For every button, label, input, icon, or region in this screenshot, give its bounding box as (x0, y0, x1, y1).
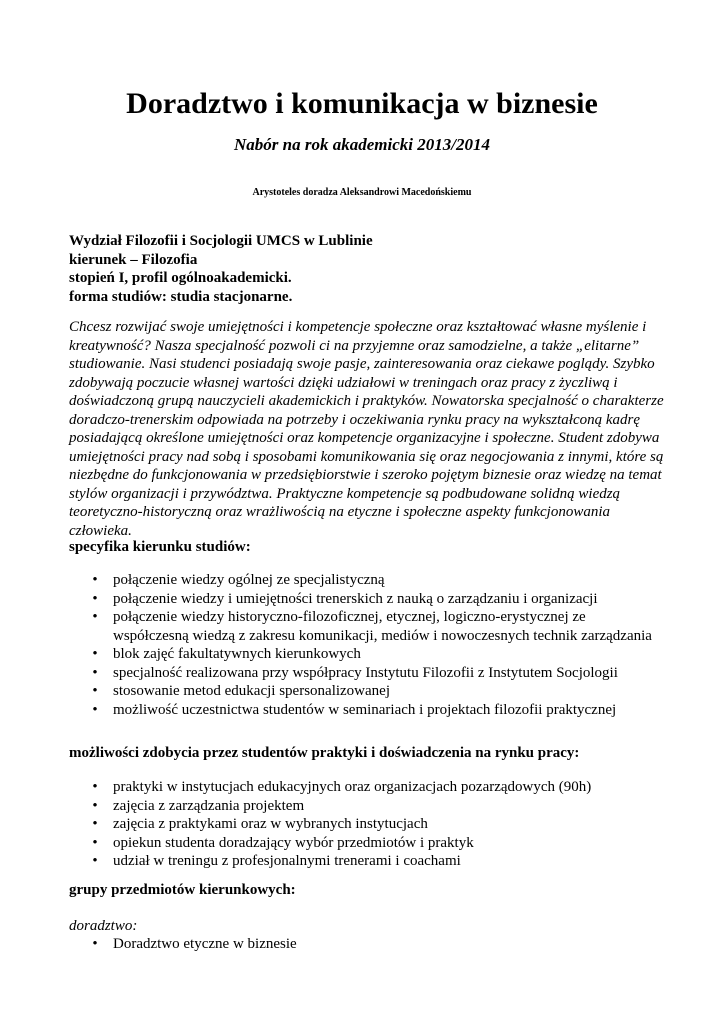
bullet-icon: • (92, 834, 98, 851)
program-info (69, 232, 669, 306)
bullet-icon: • (92, 683, 98, 699)
list-item (69, 701, 665, 720)
specifics-heading: specyfika kierunku studiów: (69, 539, 251, 555)
list-item-text: opiekun studenta doradzający wybór przedmiotów i praktyk (113, 834, 474, 851)
list-item-text: połączenie wiedzy ogólnej ze specjalistyczną (113, 572, 385, 588)
specifics-list (69, 571, 665, 719)
bullet-icon: • (92, 816, 98, 832)
bullet-icon: • (92, 701, 98, 718)
program-info-line: kierunek – Filozofia (69, 251, 198, 268)
list-item (69, 682, 665, 701)
program-info-line: Wydział Filozofii i Socjologii UMCS w Lublinie (69, 233, 373, 249)
image-caption: Arystoteles doradza Aleksandrowi Macedońskiemu (252, 187, 472, 198)
subject-group-label: doradztwo: (69, 918, 138, 934)
list-item (69, 935, 665, 954)
list-item-text: udział w treningu z profesjonalnymi trenerami i coachami (113, 853, 461, 869)
list-item-text: zajęcia z zarządzania projektem (113, 797, 305, 814)
program-info-line: stopień I, profil ogólnoakademicki. (69, 270, 292, 286)
bullet-icon: • (92, 797, 98, 814)
subject-groups-heading: grupy przedmiotów kierunkowych: (69, 882, 296, 898)
list-item-text: połączenie wiedzy i umiejętności trenerskich z nauką o zarządzaniu i organizacji (113, 590, 598, 607)
list-item-text: blok zajęć fakultatywnych kierunkowych (113, 646, 361, 662)
list-item (69, 608, 665, 645)
list-item-text: Doradztwo etyczne w biznesie (113, 936, 297, 952)
intro-paragraph: Chcesz rozwijać swoje umiejętności i kompetencje społeczne oraz kształtować własne myślenie i kreatywność? Nasza specjalność pozwoli ci na przyjemne oraz samodzielne, a także „elitarne” studiowanie. Nasi studenci posiadają swoje pasje, zainteresowania oraz ciekawe poglądy. Szybko zdobywają poczucie własnej wartości dzięki udziałowi w treningach oraz pracy z życzliwą i doświadczoną grupą nauczycieli akademickich i praktyków. Nowatorska specjalność o charakterze doradczo-trenerskim odpowiada na potrzeby i oczekiwania rynku pracy na wykształconą kadrę posiadającą określone umiejętności oraz kompetencje organizacyjne i społeczne. Student zdobywa umiejętności pracy nad sobą i sposobami komunikowania się oraz negocjowania z innymi, które są niezbędne do funkcjonowania w przedsiębiorstwie i szeroko pojętym biznesie oraz wiedzę na temat stylów organizacji i przywództwa. Praktyczne kompetencje są podbudowane solidną wiedzą teoretyczno-historyczną oraz wrażliwością na etyczne i społeczne aspekty funkcjonowania człowieka. (69, 319, 664, 539)
list-item (69, 571, 665, 590)
document-title: Doradztwo i komunikacja w biznesie (126, 87, 598, 120)
bullet-icon: • (92, 853, 98, 869)
document-subtitle: Nabór na rok akademicki 2013/2014 (234, 135, 490, 154)
list-item-text: połączenie wiedzy historyczno-filozoficznej, etycznej, logiczno-erystycznej ze współczesną wiedzą z zakresu komunikacji, mediów i nowoczesnych technik zarządzania (113, 609, 652, 644)
list-item (69, 797, 665, 816)
list-item (69, 664, 665, 683)
list-item-text: specjalność realizowana przy współpracy Instytutu Filozofii z Instytutem Socjologii (113, 664, 618, 681)
list-item (69, 852, 665, 871)
bullet-icon: • (92, 572, 98, 588)
bullet-icon: • (92, 609, 98, 625)
list-item (69, 590, 665, 609)
bullet-icon: • (92, 779, 98, 795)
list-item (69, 778, 665, 797)
program-info-line: forma studiów: studia stacjonarne. (69, 288, 293, 305)
bullet-icon: • (92, 664, 98, 681)
bullet-icon: • (92, 646, 98, 662)
list-item-text: praktyki w instytucjach edukacyjnych oraz organizacjach pozarządowych (90h) (113, 779, 592, 795)
list-item (69, 645, 665, 664)
list-item-text: zajęcia z praktykami oraz w wybranych instytucjach (113, 816, 428, 832)
list-item-text: stosowanie metod edukacji spersonalizowanej (113, 683, 391, 699)
list-item-text: możliwość uczestnictwa studentów w seminariach i projektach filozofii praktycznej (113, 701, 617, 718)
bullet-icon: • (92, 590, 98, 607)
practice-heading: możliwości zdobycia przez studentów praktyki i doświadczenia na rynku pracy: (69, 745, 580, 761)
bullet-icon: • (92, 936, 98, 952)
list-item (69, 815, 665, 834)
practice-list (69, 778, 665, 871)
list-item (69, 834, 665, 853)
subject-group-list (69, 935, 665, 954)
